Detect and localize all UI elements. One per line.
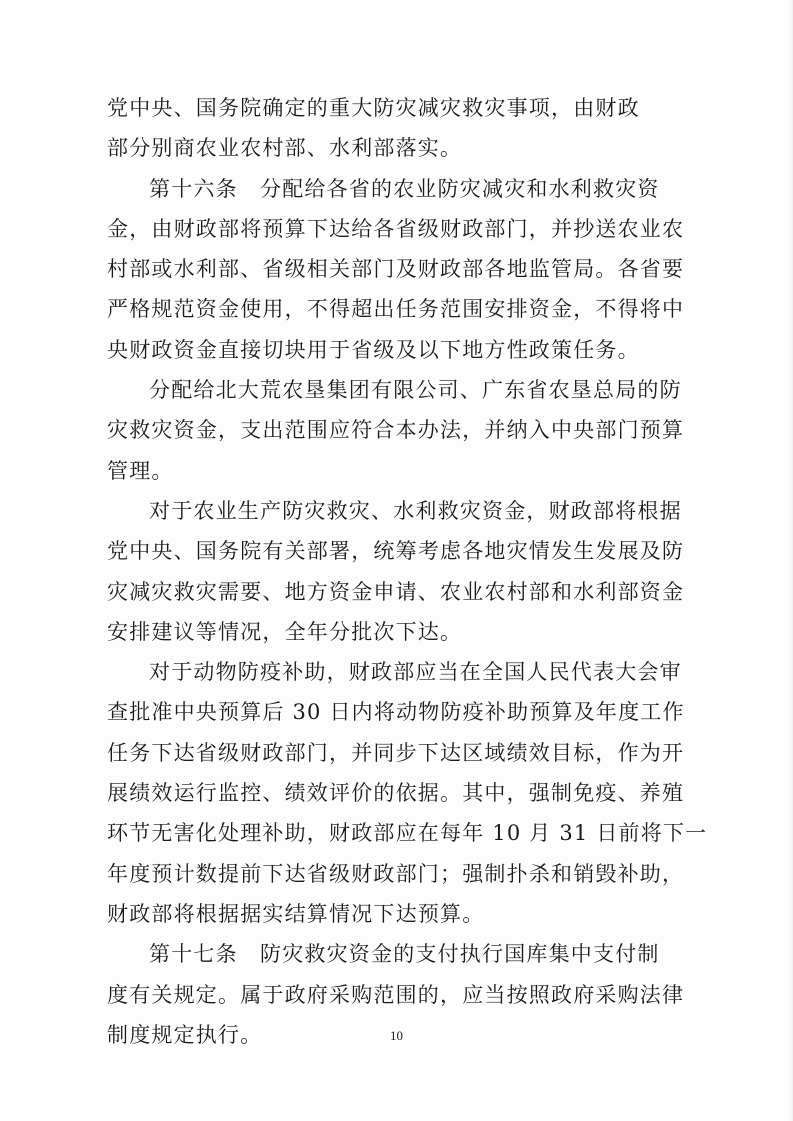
text-line: 财政部将根据据实结算情况下达预算。 <box>107 901 485 926</box>
text-line: 央财政资金直接切块用于省级及以下地方性政策任务。 <box>107 337 640 362</box>
text-line: 年度预计数提前下达省级财政部门；强制扑杀和销毁补助， <box>107 861 685 886</box>
article-16-heading-line: 第十六条 分配给各省的农业防灾减灾和水利救灾资 <box>149 176 660 201</box>
text-line: 党中央、国务院有关部署，统筹考虑各地灾情发生发展及防 <box>107 539 685 564</box>
page-number: 10 <box>390 1028 403 1043</box>
text-line: 灾救灾资金，支出范围应符合本办法，并纳入中央部门预算 <box>107 418 685 443</box>
text-line: 安排建议等情况，全年分批次下达。 <box>107 619 463 644</box>
text-line: 查批准中央预算后 30 日内将动物防疫补助预算及年度工作 <box>107 700 685 725</box>
page-edge-shadow <box>789 0 793 1121</box>
text-line: 部分别商农业农村部、水利部落实。 <box>107 136 463 161</box>
text-line: 党中央、国务院确定的重大防灾减灾救灾事项，由财政 <box>107 96 640 120</box>
text-line: 村部或水利部、省级相关部门及财政部各地监管局。各省要 <box>107 257 685 282</box>
text-line: 金，由财政部将预算下达给各省级财政部门，并抄送农业农 <box>107 216 685 241</box>
article-17-heading-line: 第十七条 防灾救灾资金的支付执行国库集中支付制 <box>149 942 660 967</box>
body-text <box>107 88 708 1055</box>
paragraph-start-line: 对于动物防疫补助，财政部应当在全国人民代表大会审 <box>149 660 682 685</box>
text-line: 管理。 <box>107 458 174 483</box>
text-line: 严格规范资金使用，不得超出任务范围安排资金，不得将中 <box>107 297 685 322</box>
text-line: 任务下达省级财政部门，并同步下达区域绩效目标，作为开 <box>107 740 685 765</box>
text-line: 环节无害化处理补助，财政部应在每年 10 月 31 日前将下一 <box>107 821 708 846</box>
text-line: 度有关规定。属于政府采购范围的，应当按照政府采购法律 <box>107 982 685 1007</box>
text-line: 展绩效运行监控、绩效评价的依据。其中，强制免疫、养殖 <box>107 781 685 806</box>
text-line: 制度规定执行。 <box>107 1022 263 1047</box>
paragraph-start-line: 对于农业生产防灾救灾、水利救灾资金，财政部将根据 <box>149 498 682 523</box>
paragraph-start-line: 分配给北大荒农垦集团有限公司、广东省农垦总局的防 <box>149 378 682 403</box>
text-line: 灾减灾救灾需要、地方资金申请、农业农村部和水利部资金 <box>107 579 685 604</box>
